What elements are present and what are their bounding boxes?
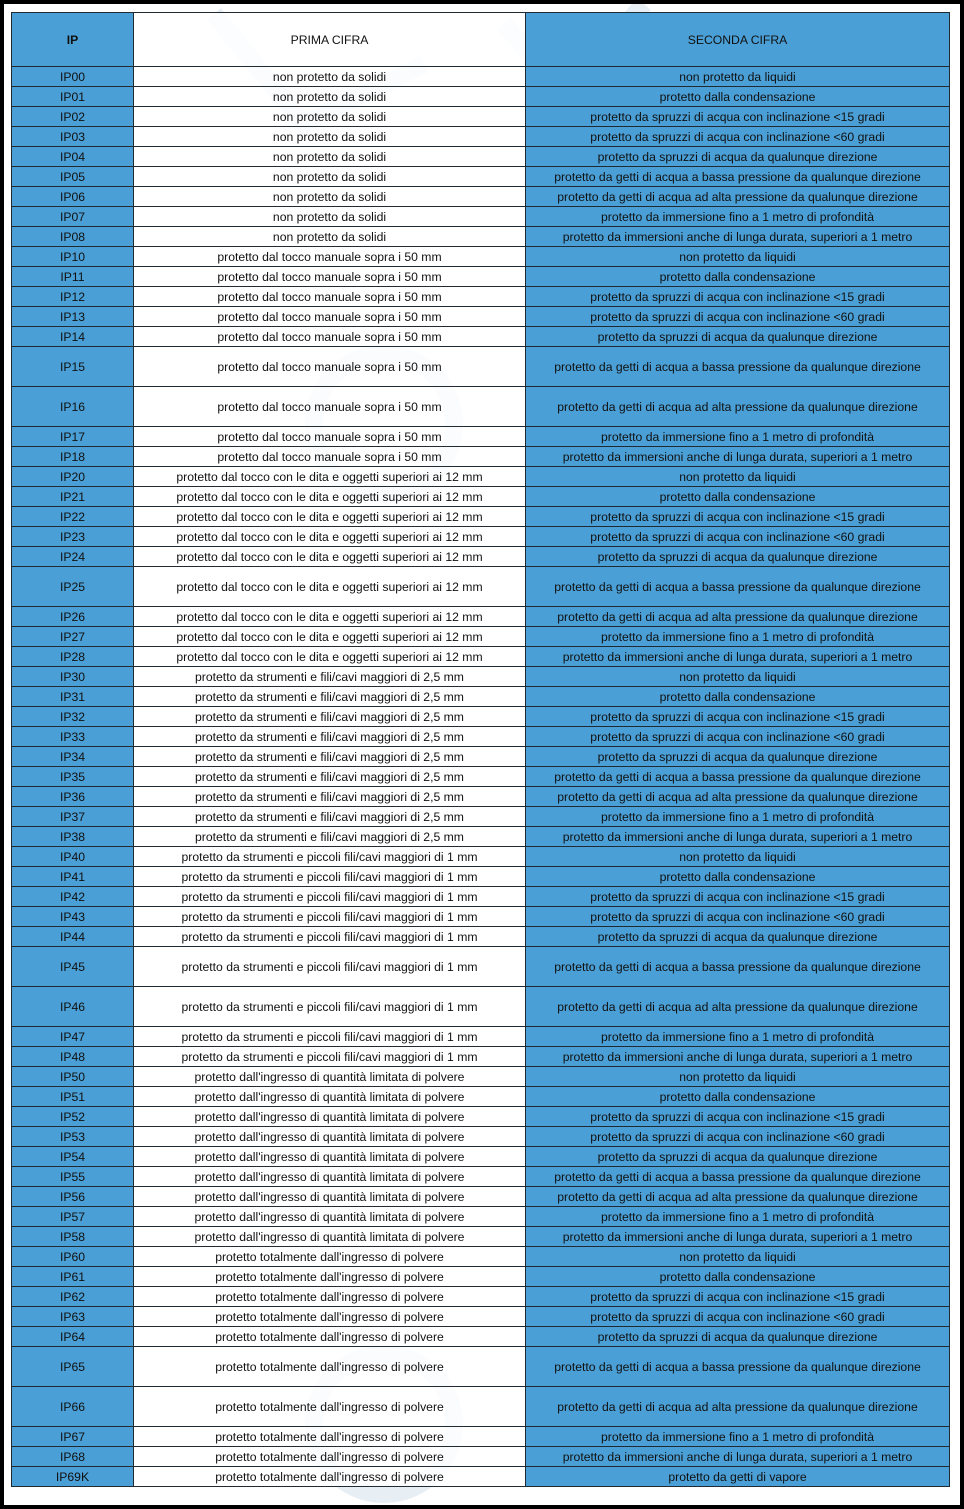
cell-prima-cifra: protetto dal tocco con le dita e oggetti superiori ai 12 mm: [134, 467, 526, 487]
cell-seconda-cifra: protetto da spruzzi di acqua con inclinazione <15 gradi: [526, 1287, 950, 1307]
cell-ip-code: IP22: [12, 507, 134, 527]
cell-prima-cifra: protetto dal tocco con le dita e oggetti superiori ai 12 mm: [134, 527, 526, 547]
cell-seconda-cifra: non protetto da liquidi: [526, 67, 950, 87]
cell-ip-code: IP60: [12, 1247, 134, 1267]
table-row: [12, 647, 950, 667]
cell-seconda-cifra: protetto da spruzzi di acqua da qualunque direzione: [526, 747, 950, 767]
table-row: [12, 487, 950, 507]
cell-seconda-cifra: protetto da immersioni anche di lunga durata, superiori a 1 metro: [526, 447, 950, 467]
cell-prima-cifra: protetto da strumenti e piccoli fili/cavi maggiori di 1 mm: [134, 1047, 526, 1067]
table-row: [12, 527, 950, 547]
header-ip: IP: [12, 13, 134, 67]
cell-prima-cifra: non protetto da solidi: [134, 167, 526, 187]
table-row: [12, 627, 950, 647]
cell-prima-cifra: protetto da strumenti e fili/cavi maggiori di 2,5 mm: [134, 807, 526, 827]
cell-seconda-cifra: protetto da spruzzi di acqua con inclinazione <60 gradi: [526, 907, 950, 927]
cell-ip-code: IP57: [12, 1207, 134, 1227]
cell-prima-cifra: protetto da strumenti e fili/cavi maggiori di 2,5 mm: [134, 667, 526, 687]
cell-ip-code: IP15: [12, 347, 134, 387]
cell-prima-cifra: protetto dal tocco manuale sopra i 50 mm: [134, 427, 526, 447]
cell-prima-cifra: protetto dal tocco con le dita e oggetti superiori ai 12 mm: [134, 627, 526, 647]
cell-seconda-cifra: protetto da spruzzi di acqua da qualunque direzione: [526, 547, 950, 567]
cell-seconda-cifra: protetto da spruzzi di acqua con inclinazione <60 gradi: [526, 127, 950, 147]
cell-ip-code: IP53: [12, 1127, 134, 1147]
cell-ip-code: IP42: [12, 887, 134, 907]
cell-ip-code: IP67: [12, 1427, 134, 1447]
cell-ip-code: IP46: [12, 987, 134, 1027]
table-row: [12, 667, 950, 687]
table-row: [12, 1347, 950, 1387]
cell-prima-cifra: protetto totalmente dall'ingresso di polvere: [134, 1287, 526, 1307]
cell-ip-code: IP50: [12, 1067, 134, 1087]
table-row: [12, 1087, 950, 1107]
cell-seconda-cifra: non protetto da liquidi: [526, 247, 950, 267]
cell-seconda-cifra: protetto da spruzzi di acqua con inclinazione <15 gradi: [526, 707, 950, 727]
cell-prima-cifra: non protetto da solidi: [134, 207, 526, 227]
table-row: [12, 1427, 950, 1447]
cell-prima-cifra: protetto totalmente dall'ingresso di polvere: [134, 1267, 526, 1287]
cell-prima-cifra: protetto dal tocco manuale sopra i 50 mm: [134, 327, 526, 347]
cell-seconda-cifra: protetto da getti di acqua ad alta pressione da qualunque direzione: [526, 607, 950, 627]
table-row: [12, 267, 950, 287]
table-row: [12, 1127, 950, 1147]
cell-seconda-cifra: protetto da spruzzi di acqua da qualunque direzione: [526, 1327, 950, 1347]
cell-prima-cifra: non protetto da solidi: [134, 227, 526, 247]
cell-prima-cifra: protetto da strumenti e piccoli fili/cavi maggiori di 1 mm: [134, 927, 526, 947]
cell-seconda-cifra: protetto da spruzzi di acqua con inclinazione <15 gradi: [526, 887, 950, 907]
table-row: [12, 767, 950, 787]
table-row: [12, 327, 950, 347]
table-row: [12, 187, 950, 207]
cell-seconda-cifra: protetto da immersione fino a 1 metro di profondità: [526, 627, 950, 647]
cell-seconda-cifra: protetto da getti di acqua a bassa pressione da qualunque direzione: [526, 1347, 950, 1387]
cell-seconda-cifra: protetto da getti di acqua a bassa pressione da qualunque direzione: [526, 767, 950, 787]
cell-prima-cifra: protetto totalmente dall'ingresso di polvere: [134, 1347, 526, 1387]
table-row: [12, 147, 950, 167]
cell-ip-code: IP66: [12, 1387, 134, 1427]
cell-prima-cifra: protetto dal tocco con le dita e oggetti superiori ai 12 mm: [134, 487, 526, 507]
cell-prima-cifra: protetto da strumenti e fili/cavi maggiori di 2,5 mm: [134, 747, 526, 767]
table-row: [12, 787, 950, 807]
table-row: [12, 347, 950, 387]
table-row: [12, 927, 950, 947]
cell-seconda-cifra: protetto dalla condensazione: [526, 1087, 950, 1107]
cell-prima-cifra: non protetto da solidi: [134, 67, 526, 87]
cell-prima-cifra: non protetto da solidi: [134, 87, 526, 107]
table-row: [12, 907, 950, 927]
table-row: [12, 887, 950, 907]
table-row: [12, 1107, 950, 1127]
table-body: [12, 67, 950, 1487]
cell-prima-cifra: protetto totalmente dall'ingresso di polvere: [134, 1387, 526, 1427]
table-row: [12, 287, 950, 307]
cell-ip-code: IP61: [12, 1267, 134, 1287]
cell-ip-code: IP26: [12, 607, 134, 627]
cell-ip-code: IP28: [12, 647, 134, 667]
cell-seconda-cifra: protetto da immersioni anche di lunga durata, superiori a 1 metro: [526, 227, 950, 247]
cell-prima-cifra: protetto totalmente dall'ingresso di polvere: [134, 1247, 526, 1267]
cell-ip-code: IP16: [12, 387, 134, 427]
cell-ip-code: IP03: [12, 127, 134, 147]
cell-ip-code: IP32: [12, 707, 134, 727]
cell-ip-code: IP11: [12, 267, 134, 287]
table-row: [12, 447, 950, 467]
cell-seconda-cifra: protetto da immersioni anche di lunga durata, superiori a 1 metro: [526, 827, 950, 847]
cell-seconda-cifra: protetto da getti di vapore: [526, 1467, 950, 1487]
cell-prima-cifra: protetto da strumenti e piccoli fili/cavi maggiori di 1 mm: [134, 847, 526, 867]
table-row: [12, 567, 950, 607]
cell-ip-code: IP48: [12, 1047, 134, 1067]
cell-seconda-cifra: protetto da spruzzi di acqua con inclinazione <15 gradi: [526, 107, 950, 127]
cell-prima-cifra: protetto dal tocco con le dita e oggetti superiori ai 12 mm: [134, 647, 526, 667]
cell-seconda-cifra: protetto da immersione fino a 1 metro di profondità: [526, 427, 950, 447]
cell-ip-code: IP06: [12, 187, 134, 207]
cell-prima-cifra: protetto totalmente dall'ingresso di polvere: [134, 1427, 526, 1447]
table-row: [12, 987, 950, 1027]
cell-prima-cifra: protetto da strumenti e piccoli fili/cavi maggiori di 1 mm: [134, 947, 526, 987]
cell-seconda-cifra: protetto da spruzzi di acqua con inclinazione <60 gradi: [526, 307, 950, 327]
cell-prima-cifra: protetto da strumenti e piccoli fili/cavi maggiori di 1 mm: [134, 867, 526, 887]
cell-seconda-cifra: protetto da spruzzi di acqua da qualunque direzione: [526, 327, 950, 347]
cell-seconda-cifra: protetto da getti di acqua a bassa pressione da qualunque direzione: [526, 567, 950, 607]
cell-prima-cifra: protetto dall'ingresso di quantità limitata di polvere: [134, 1207, 526, 1227]
cell-prima-cifra: protetto dall'ingresso di quantità limitata di polvere: [134, 1087, 526, 1107]
cell-prima-cifra: protetto totalmente dall'ingresso di polvere: [134, 1307, 526, 1327]
cell-seconda-cifra: protetto da getti di acqua a bassa pressione da qualunque direzione: [526, 1167, 950, 1187]
table-row: [12, 1247, 950, 1267]
cell-prima-cifra: protetto totalmente dall'ingresso di polvere: [134, 1327, 526, 1347]
table-row: [12, 707, 950, 727]
cell-prima-cifra: protetto da strumenti e piccoli fili/cavi maggiori di 1 mm: [134, 907, 526, 927]
cell-ip-code: IP31: [12, 687, 134, 707]
table-row: [12, 867, 950, 887]
table-row: [12, 1167, 950, 1187]
header-prima-cifra: PRIMA CIFRA: [134, 13, 526, 67]
table-row: [12, 467, 950, 487]
cell-ip-code: IP69K: [12, 1467, 134, 1487]
cell-ip-code: IP18: [12, 447, 134, 467]
cell-seconda-cifra: protetto da immersioni anche di lunga durata, superiori a 1 metro: [526, 1227, 950, 1247]
table-row: [12, 1047, 950, 1067]
cell-ip-code: IP47: [12, 1027, 134, 1047]
cell-ip-code: IP13: [12, 307, 134, 327]
cell-ip-code: IP12: [12, 287, 134, 307]
table-row: [12, 427, 950, 447]
table-row: [12, 67, 950, 87]
cell-ip-code: IP01: [12, 87, 134, 107]
table-row: [12, 247, 950, 267]
cell-prima-cifra: protetto da strumenti e fili/cavi maggiori di 2,5 mm: [134, 787, 526, 807]
cell-seconda-cifra: protetto dalla condensazione: [526, 687, 950, 707]
table-row: [12, 1267, 950, 1287]
page-frame: [4, 4, 960, 1505]
table-row: [12, 947, 950, 987]
cell-ip-code: IP27: [12, 627, 134, 647]
table-row: [12, 847, 950, 867]
table-row: [12, 1187, 950, 1207]
cell-prima-cifra: protetto dal tocco manuale sopra i 50 mm: [134, 287, 526, 307]
table-row: [12, 1327, 950, 1347]
cell-seconda-cifra: protetto da spruzzi di acqua con inclinazione <60 gradi: [526, 727, 950, 747]
cell-ip-code: IP37: [12, 807, 134, 827]
cell-ip-code: IP40: [12, 847, 134, 867]
cell-prima-cifra: protetto da strumenti e fili/cavi maggiori di 2,5 mm: [134, 767, 526, 787]
cell-seconda-cifra: protetto da spruzzi di acqua con inclinazione <15 gradi: [526, 507, 950, 527]
cell-prima-cifra: protetto da strumenti e fili/cavi maggiori di 2,5 mm: [134, 707, 526, 727]
cell-seconda-cifra: non protetto da liquidi: [526, 847, 950, 867]
cell-prima-cifra: protetto totalmente dall'ingresso di polvere: [134, 1467, 526, 1487]
cell-ip-code: IP51: [12, 1087, 134, 1107]
cell-prima-cifra: protetto dall'ingresso di quantità limitata di polvere: [134, 1147, 526, 1167]
cell-ip-code: IP05: [12, 167, 134, 187]
cell-ip-code: IP56: [12, 1187, 134, 1207]
cell-seconda-cifra: protetto dalla condensazione: [526, 87, 950, 107]
cell-ip-code: IP34: [12, 747, 134, 767]
ip-rating-table: [11, 12, 950, 1487]
cell-seconda-cifra: non protetto da liquidi: [526, 667, 950, 687]
cell-ip-code: IP17: [12, 427, 134, 447]
cell-seconda-cifra: protetto da spruzzi di acqua con inclinazione <15 gradi: [526, 1107, 950, 1127]
cell-ip-code: IP10: [12, 247, 134, 267]
cell-prima-cifra: protetto dall'ingresso di quantità limitata di polvere: [134, 1107, 526, 1127]
cell-seconda-cifra: protetto da immersioni anche di lunga durata, superiori a 1 metro: [526, 1047, 950, 1067]
cell-ip-code: IP45: [12, 947, 134, 987]
cell-ip-code: IP00: [12, 67, 134, 87]
table-row: [12, 727, 950, 747]
table-row: [12, 127, 950, 147]
cell-seconda-cifra: protetto da getti di acqua ad alta pressione da qualunque direzione: [526, 1387, 950, 1427]
cell-seconda-cifra: protetto da spruzzi di acqua da qualunque direzione: [526, 147, 950, 167]
cell-seconda-cifra: protetto da getti di acqua ad alta pressione da qualunque direzione: [526, 387, 950, 427]
cell-seconda-cifra: non protetto da liquidi: [526, 1067, 950, 1087]
cell-prima-cifra: protetto dal tocco con le dita e oggetti superiori ai 12 mm: [134, 567, 526, 607]
cell-ip-code: IP24: [12, 547, 134, 567]
cell-ip-code: IP35: [12, 767, 134, 787]
table-row: [12, 1307, 950, 1327]
cell-ip-code: IP23: [12, 527, 134, 547]
cell-prima-cifra: non protetto da solidi: [134, 107, 526, 127]
cell-seconda-cifra: protetto da getti di acqua a bassa pressione da qualunque direzione: [526, 347, 950, 387]
cell-ip-code: IP41: [12, 867, 134, 887]
cell-ip-code: IP58: [12, 1227, 134, 1247]
cell-ip-code: IP68: [12, 1447, 134, 1467]
cell-seconda-cifra: protetto dalla condensazione: [526, 487, 950, 507]
cell-seconda-cifra: protetto da spruzzi di acqua da qualunque direzione: [526, 927, 950, 947]
cell-prima-cifra: protetto da strumenti e fili/cavi maggiori di 2,5 mm: [134, 727, 526, 747]
table-row: [12, 1387, 950, 1427]
cell-ip-code: IP43: [12, 907, 134, 927]
cell-prima-cifra: protetto da strumenti e piccoli fili/cavi maggiori di 1 mm: [134, 1027, 526, 1047]
cell-ip-code: IP04: [12, 147, 134, 167]
cell-seconda-cifra: non protetto da liquidi: [526, 1247, 950, 1267]
table-row: [12, 307, 950, 327]
cell-prima-cifra: protetto dal tocco manuale sopra i 50 mm: [134, 267, 526, 287]
cell-seconda-cifra: protetto da immersione fino a 1 metro di profondità: [526, 1207, 950, 1227]
table-row: [12, 87, 950, 107]
cell-seconda-cifra: protetto da immersione fino a 1 metro di profondità: [526, 207, 950, 227]
cell-ip-code: IP08: [12, 227, 134, 247]
cell-ip-code: IP20: [12, 467, 134, 487]
cell-seconda-cifra: protetto da getti di acqua ad alta pressione da qualunque direzione: [526, 187, 950, 207]
cell-ip-code: IP25: [12, 567, 134, 607]
cell-seconda-cifra: protetto da immersione fino a 1 metro di profondità: [526, 1027, 950, 1047]
cell-ip-code: IP52: [12, 1107, 134, 1127]
cell-seconda-cifra: protetto da getti di acqua ad alta pressione da qualunque direzione: [526, 987, 950, 1027]
cell-prima-cifra: protetto da strumenti e piccoli fili/cavi maggiori di 1 mm: [134, 887, 526, 907]
table-row: [12, 1227, 950, 1247]
cell-prima-cifra: protetto dall'ingresso di quantità limitata di polvere: [134, 1187, 526, 1207]
cell-seconda-cifra: protetto da spruzzi di acqua con inclinazione <60 gradi: [526, 1307, 950, 1327]
cell-prima-cifra: protetto dal tocco manuale sopra i 50 mm: [134, 347, 526, 387]
cell-seconda-cifra: protetto da immersioni anche di lunga durata, superiori a 1 metro: [526, 647, 950, 667]
cell-prima-cifra: protetto dall'ingresso di quantità limitata di polvere: [134, 1167, 526, 1187]
cell-ip-code: IP62: [12, 1287, 134, 1307]
table-row: [12, 207, 950, 227]
cell-ip-code: IP21: [12, 487, 134, 507]
table-header-row: [12, 13, 950, 67]
cell-prima-cifra: protetto dal tocco manuale sopra i 50 mm: [134, 387, 526, 427]
cell-ip-code: IP64: [12, 1327, 134, 1347]
header-seconda-cifra: SECONDA CIFRA: [526, 13, 950, 67]
table-row: [12, 827, 950, 847]
cell-ip-code: IP36: [12, 787, 134, 807]
table-row: [12, 547, 950, 567]
cell-ip-code: IP02: [12, 107, 134, 127]
cell-seconda-cifra: protetto da getti di acqua ad alta pressione da qualunque direzione: [526, 787, 950, 807]
cell-prima-cifra: non protetto da solidi: [134, 127, 526, 147]
cell-prima-cifra: protetto dall'ingresso di quantità limitata di polvere: [134, 1127, 526, 1147]
table-row: [12, 1447, 950, 1467]
cell-seconda-cifra: protetto da spruzzi di acqua con inclinazione <15 gradi: [526, 287, 950, 307]
table-row: [12, 1027, 950, 1047]
cell-prima-cifra: protetto dal tocco con le dita e oggetti superiori ai 12 mm: [134, 547, 526, 567]
cell-prima-cifra: non protetto da solidi: [134, 147, 526, 167]
cell-prima-cifra: protetto dal tocco manuale sopra i 50 mm: [134, 307, 526, 327]
table-row: [12, 107, 950, 127]
table-row: [12, 227, 950, 247]
table-row: [12, 1067, 950, 1087]
cell-prima-cifra: protetto da strumenti e piccoli fili/cavi maggiori di 1 mm: [134, 987, 526, 1027]
cell-seconda-cifra: protetto dalla condensazione: [526, 267, 950, 287]
cell-seconda-cifra: protetto da immersioni anche di lunga durata, superiori a 1 metro: [526, 1447, 950, 1467]
cell-seconda-cifra: protetto da spruzzi di acqua con inclinazione <60 gradi: [526, 527, 950, 547]
cell-ip-code: IP65: [12, 1347, 134, 1387]
cell-prima-cifra: protetto dal tocco manuale sopra i 50 mm: [134, 447, 526, 467]
cell-ip-code: IP33: [12, 727, 134, 747]
cell-prima-cifra: protetto da strumenti e fili/cavi maggiori di 2,5 mm: [134, 827, 526, 847]
cell-ip-code: IP63: [12, 1307, 134, 1327]
cell-prima-cifra: protetto dal tocco manuale sopra i 50 mm: [134, 247, 526, 267]
table-row: [12, 387, 950, 427]
cell-ip-code: IP07: [12, 207, 134, 227]
cell-seconda-cifra: non protetto da liquidi: [526, 467, 950, 487]
cell-ip-code: IP38: [12, 827, 134, 847]
cell-ip-code: IP54: [12, 1147, 134, 1167]
cell-seconda-cifra: protetto da getti di acqua a bassa pressione da qualunque direzione: [526, 167, 950, 187]
cell-ip-code: IP30: [12, 667, 134, 687]
cell-seconda-cifra: protetto da immersione fino a 1 metro di profondità: [526, 807, 950, 827]
cell-seconda-cifra: protetto da spruzzi di acqua con inclinazione <60 gradi: [526, 1127, 950, 1147]
cell-prima-cifra: non protetto da solidi: [134, 187, 526, 207]
cell-prima-cifra: protetto totalmente dall'ingresso di polvere: [134, 1447, 526, 1467]
table-row: [12, 807, 950, 827]
cell-seconda-cifra: protetto da spruzzi di acqua da qualunque direzione: [526, 1147, 950, 1167]
table-row: [12, 747, 950, 767]
table-row: [12, 1287, 950, 1307]
cell-seconda-cifra: protetto dalla condensazione: [526, 867, 950, 887]
cell-ip-code: IP14: [12, 327, 134, 347]
cell-seconda-cifra: protetto da getti di acqua ad alta pressione da qualunque direzione: [526, 1187, 950, 1207]
table-row: [12, 607, 950, 627]
cell-prima-cifra: protetto dal tocco con le dita e oggetti superiori ai 12 mm: [134, 507, 526, 527]
cell-ip-code: IP44: [12, 927, 134, 947]
cell-seconda-cifra: protetto da getti di acqua a bassa pressione da qualunque direzione: [526, 947, 950, 987]
cell-prima-cifra: protetto dal tocco con le dita e oggetti superiori ai 12 mm: [134, 607, 526, 627]
cell-prima-cifra: protetto da strumenti e fili/cavi maggiori di 2,5 mm: [134, 687, 526, 707]
table-row: [12, 1467, 950, 1487]
cell-seconda-cifra: protetto dalla condensazione: [526, 1267, 950, 1287]
cell-prima-cifra: protetto dall'ingresso di quantità limitata di polvere: [134, 1227, 526, 1247]
table-row: [12, 687, 950, 707]
table-row: [12, 1147, 950, 1167]
cell-seconda-cifra: protetto da immersione fino a 1 metro di profondità: [526, 1427, 950, 1447]
table-row: [12, 167, 950, 187]
table-row: [12, 507, 950, 527]
table-row: [12, 1207, 950, 1227]
cell-prima-cifra: protetto dall'ingresso di quantità limitata di polvere: [134, 1067, 526, 1087]
cell-ip-code: IP55: [12, 1167, 134, 1187]
